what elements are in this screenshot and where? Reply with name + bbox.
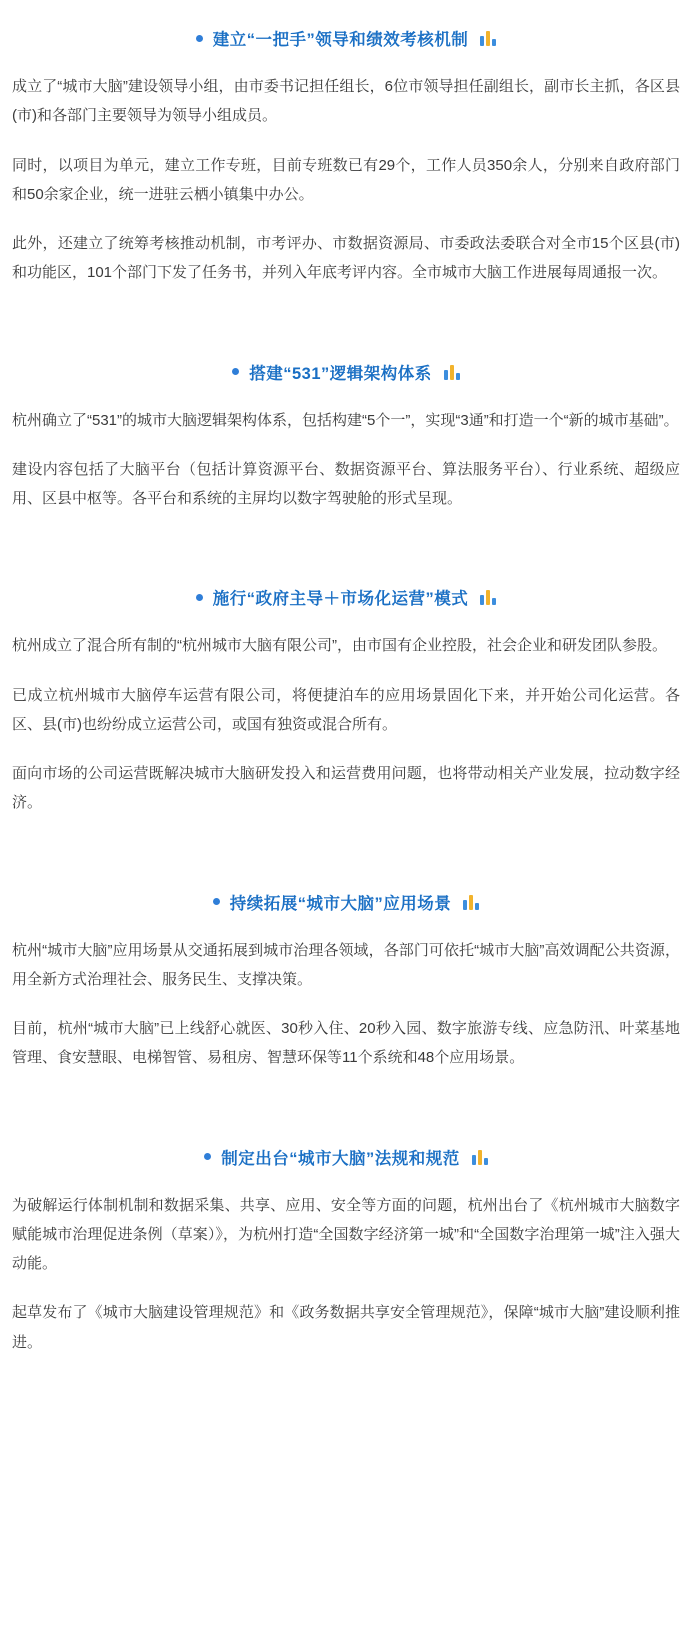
bullet-dot-icon bbox=[196, 594, 203, 601]
paragraph: 起草发布了《城市大脑建设管理规范》和《政务数据共享安全管理规范》，保障“城市大脑”建设顺利推进。 bbox=[12, 1304, 680, 1351]
paragraph: 建设内容包括了大脑平台（包括计算资源平台、数据资源平台、算法服务平台）、行业系统、超级应用、区县中枢等。各平台和系统的主屏均以数字驾驶舱的形式呈现。 bbox=[12, 460, 680, 507]
section-heading-label: 建立“一把手”领导和绩效考核机制 bbox=[212, 31, 469, 49]
section-heading bbox=[8, 360, 684, 384]
bar-chart-icon bbox=[480, 589, 496, 605]
paragraph: 此外，还建立了统筹考核推动机制，市考评办、市数据资源局、市委政法委联合对全市15个区县(市)和功能区，101个部门下发了任务书，并列入年底考评内容。全市城市大脑工作进展每周通报一次。 bbox=[12, 235, 680, 282]
bar-chart-icon bbox=[463, 894, 479, 910]
section-heading-label: 搭建“531”逻辑架构体系 bbox=[249, 364, 432, 383]
section-spacer bbox=[8, 838, 684, 864]
bullet-dot-icon bbox=[196, 35, 203, 42]
bar-chart-icon bbox=[480, 30, 496, 46]
section-spacer bbox=[8, 308, 684, 334]
paragraph: 面向市场的公司运营既解决城市大脑研发投入和运营费用问题，也将带动相关产业发展，拉动数字经济。 bbox=[12, 765, 680, 812]
section-heading-label: 持续拓展“城市大脑”应用场景 bbox=[229, 894, 452, 913]
bar-chart-icon bbox=[444, 364, 460, 380]
paragraph: 同时，以项目为单元，建立工作专班，目前专班数已有29个，工作人员350余人，分别来自政府部门和50余家企业，统一进驻云栖小镇集中办公。 bbox=[12, 156, 680, 203]
bullet-dot-icon bbox=[213, 898, 220, 905]
paragraph: 目前，杭州“城市大脑”已上线舒心就医、30秒入住、20秒入园、数字旅游专线、应急防汛、叶菜基地管理、食安慧眼、电梯智管、易租房、智慧环保等11个系统和48个应用场景。 bbox=[12, 1020, 680, 1067]
section-heading bbox=[8, 26, 684, 50]
section-spacer bbox=[8, 533, 684, 559]
bullet-dot-icon bbox=[204, 1153, 211, 1160]
section-spacer bbox=[8, 1093, 684, 1119]
bullet-dot-icon bbox=[232, 368, 239, 375]
paragraph: 杭州成立了混合所有制的“杭州城市大脑有限公司”，由市国有企业控股，社会企业和研发团队参股。 bbox=[12, 637, 667, 655]
section-heading bbox=[8, 890, 684, 914]
bar-chart-icon bbox=[472, 1149, 488, 1165]
section-heading bbox=[8, 585, 684, 609]
section-heading-label: 制定出台“城市大脑”法规和规范 bbox=[221, 1149, 460, 1168]
section-heading-label: 施行“政府主导＋市场化运营”模式 bbox=[212, 590, 469, 609]
paragraph: 为破解运行体制机制和数据采集、共享、应用、安全等方面的问题，杭州出台了《杭州城市大脑数字赋能城市治理促进条例（草案）》，为杭州打造“全国数字经济第一城”和“全国数字治理第一城”注入强大动能。 bbox=[12, 1196, 680, 1272]
paragraph: 已成立杭州城市大脑停车运营有限公司，将便捷泊车的应用场景固化下来，并开始公司化运营。各区、县(市)也纷纷成立运营公司，或国有独资或混合所有。 bbox=[12, 686, 680, 733]
paragraph: 成立了“城市大脑”建设领导小组，由市委书记担任组长，6位市领导担任副组长，副市长主抓，各区县(市)和各部门主要领导为领导小组成员。 bbox=[12, 78, 680, 125]
section-heading bbox=[8, 1145, 684, 1169]
paragraph: 杭州确立了“531”的城市大脑逻辑架构体系，包括构建“5个一”，实现“3通”和打造一个“新的城市基础”。 bbox=[12, 411, 679, 429]
paragraph: 杭州“城市大脑”应用场景从交通拓展到城市治理各领域，各部门可依托“城市大脑”高效调配公共资源，用全新方式治理社会、服务民生、支撑决策。 bbox=[12, 941, 680, 988]
